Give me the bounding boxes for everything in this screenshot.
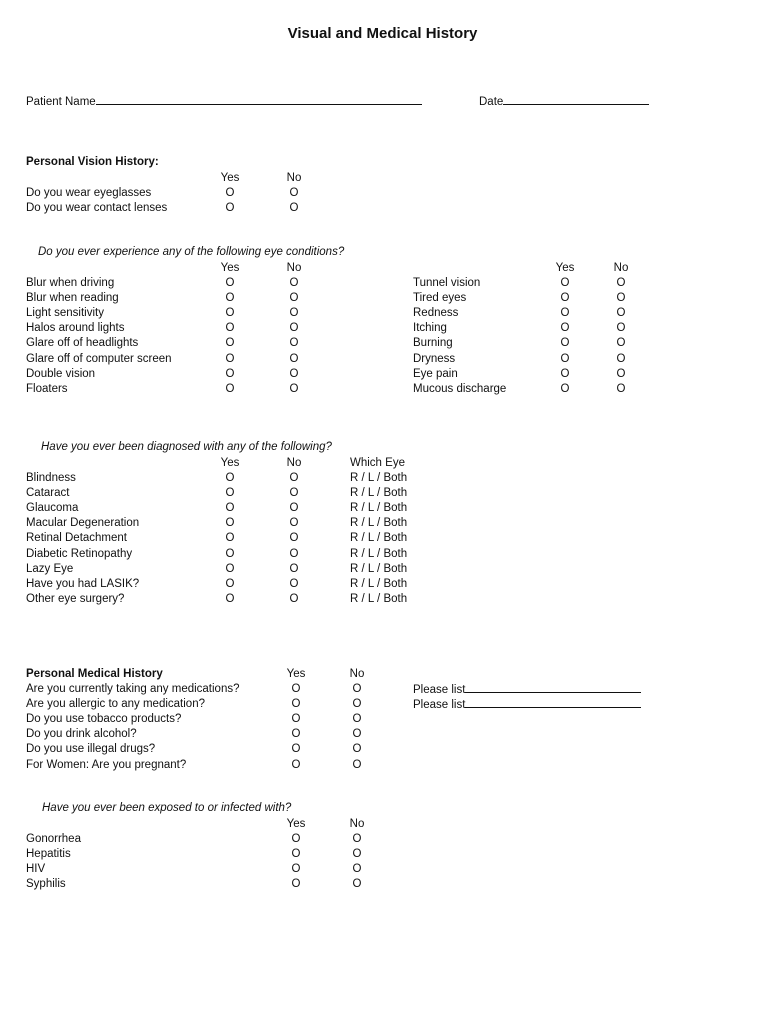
diagnosis-item: Diabetic Retinopathy [26, 547, 133, 560]
no-option[interactable]: O [289, 502, 299, 515]
eye-option[interactable]: R / L / Both [350, 562, 408, 575]
medical-item: Are you allergic to any medication? [26, 698, 205, 711]
conditions-left-list [26, 261, 172, 397]
medical-item: Do you drink alcohol? [26, 728, 137, 741]
yes-option[interactable]: O [225, 322, 235, 335]
yes-option[interactable]: O [225, 277, 235, 290]
no-header: No [349, 668, 365, 680]
no-option[interactable]: O [289, 367, 299, 380]
patient-name-line[interactable] [96, 94, 422, 105]
exposure-item: Gonorrhea [26, 833, 81, 846]
yes-option[interactable]: O [560, 292, 570, 305]
diagnosis-item: Have you had LASIK? [26, 577, 140, 590]
diagnosed-list [26, 456, 139, 607]
conditions-right-list [413, 261, 506, 397]
condition-item: Light sensitivity [26, 307, 104, 320]
condition-item: Glare off of headlights [26, 337, 139, 350]
medical-item: Are you currently taking any medications? [26, 683, 240, 696]
yes-option[interactable]: O [225, 592, 235, 605]
medical-no-column [343, 667, 371, 773]
diagnosis-item: Glaucoma [26, 502, 79, 515]
eye-option[interactable]: R / L / Both [350, 532, 408, 545]
yes-option[interactable]: O [225, 547, 235, 560]
no-option[interactable]: O [616, 277, 626, 290]
yes-header: Yes [220, 172, 240, 184]
no-option[interactable]: O [616, 382, 626, 395]
yes-option[interactable]: O [291, 713, 301, 726]
vision-question: Do you wear contact lenses [26, 202, 168, 215]
no-option[interactable]: O [616, 307, 626, 320]
yes-option[interactable]: O [225, 562, 235, 575]
condition-item: Tired eyes [413, 292, 467, 305]
yes-option[interactable]: O [225, 382, 235, 395]
yes-option[interactable]: O [560, 307, 570, 320]
condition-item: Blur when driving [26, 277, 115, 290]
yes-option[interactable]: O [291, 863, 301, 876]
no-option[interactable]: O [616, 292, 626, 305]
yes-option[interactable]: O [225, 487, 235, 500]
diagnosis-item: Other eye surgery? [26, 592, 125, 605]
medical-item: Do you use illegal drugs? [26, 743, 156, 756]
condition-item: Halos around lights [26, 322, 125, 335]
date-field[interactable] [479, 94, 649, 110]
condition-item: Glare off of computer screen [26, 352, 172, 365]
no-option[interactable]: O [352, 833, 362, 846]
no-option[interactable]: O [289, 202, 299, 215]
no-option[interactable]: O [289, 472, 299, 485]
no-option[interactable]: O [352, 713, 362, 726]
condition-item: Burning [413, 337, 453, 350]
patient-name-field[interactable] [26, 94, 422, 110]
no-option[interactable]: O [289, 532, 299, 545]
yes-option[interactable]: O [291, 878, 301, 891]
condition-item: Itching [413, 322, 447, 335]
no-option[interactable]: O [289, 592, 299, 605]
no-option[interactable]: O [616, 322, 626, 335]
exposure-item: Hepatitis [26, 848, 71, 861]
diagnosed-no-column [280, 456, 308, 607]
eye-option[interactable]: R / L / Both [350, 502, 408, 515]
eye-option[interactable]: R / L / Both [350, 472, 408, 485]
eye-option[interactable]: R / L / Both [350, 487, 408, 500]
condition-item: Floaters [26, 382, 68, 395]
no-option[interactable]: O [289, 292, 299, 305]
no-option[interactable]: O [289, 382, 299, 395]
eye-option[interactable]: R / L / Both [350, 547, 408, 560]
diagnosis-item: Macular Degeneration [26, 517, 140, 530]
conditions-left-yes-column [216, 261, 244, 397]
yes-option[interactable]: O [560, 382, 570, 395]
condition-item: Blur when reading [26, 292, 119, 305]
yes-option[interactable]: O [225, 292, 235, 305]
vision-heading: Personal Vision History: [26, 156, 159, 168]
no-option[interactable]: O [352, 698, 362, 711]
condition-item: Eye pain [413, 367, 458, 380]
medical-list [26, 667, 240, 773]
no-option[interactable]: O [289, 187, 299, 200]
yes-option[interactable]: O [225, 187, 235, 200]
yes-option[interactable]: O [225, 367, 235, 380]
yes-option[interactable]: O [291, 698, 301, 711]
no-header: No [613, 262, 629, 274]
yes-option[interactable]: O [291, 728, 301, 741]
eye-option[interactable]: R / L / Both [350, 517, 408, 530]
diagnosis-item: Blindness [26, 472, 76, 485]
no-option[interactable]: O [352, 683, 362, 696]
please-list-line[interactable] [465, 682, 641, 693]
no-option[interactable]: O [616, 352, 626, 365]
yes-option[interactable]: O [560, 277, 570, 290]
which-eye-column [350, 456, 407, 607]
date-line[interactable] [503, 94, 649, 105]
eye-option[interactable]: R / L / Both [350, 577, 408, 590]
condition-item: Double vision [26, 367, 96, 380]
conditions-left-no-column [280, 261, 308, 397]
yes-option[interactable]: O [291, 833, 301, 846]
condition-item: Tunnel vision [413, 277, 481, 290]
no-option[interactable]: O [289, 322, 299, 335]
condition-item: Dryness [413, 352, 456, 365]
medical-item: For Women: Are you pregnant? [26, 758, 187, 771]
yes-option[interactable]: O [225, 517, 235, 530]
medications-list-field[interactable] [413, 682, 641, 698]
diagnosis-item: Lazy Eye [26, 562, 74, 575]
page-title: Visual and Medical History [287, 25, 478, 42]
diagnosed-yes-column [216, 456, 244, 607]
no-option[interactable]: O [289, 277, 299, 290]
no-option[interactable]: O [352, 743, 362, 756]
diagnosed-prompt: Have you ever been diagnosed with any of the following? [41, 441, 332, 453]
no-option[interactable]: O [616, 337, 626, 350]
no-option[interactable]: O [289, 307, 299, 320]
medical-heading: Personal Medical History [26, 668, 163, 680]
yes-header: Yes [220, 457, 240, 469]
no-option[interactable]: O [352, 863, 362, 876]
no-option[interactable]: O [352, 758, 362, 771]
diagnosis-item: Cataract [26, 487, 70, 500]
patient-name-label: Patient Name [26, 96, 96, 108]
no-option[interactable]: O [616, 367, 626, 380]
vision-question: Do you wear eyeglasses [26, 187, 152, 200]
exposure-item: Syphilis [26, 878, 66, 891]
exposure-prompt: Have you ever been exposed to or infected with? [42, 802, 292, 814]
exposure-yes-column [282, 817, 310, 892]
no-option[interactable]: O [289, 562, 299, 575]
which-eye-header: Which Eye [350, 457, 405, 469]
exposure-list [26, 817, 81, 892]
no-option[interactable]: O [289, 547, 299, 560]
date-label: Date [479, 96, 504, 108]
yes-option[interactable]: O [225, 532, 235, 545]
no-option[interactable]: O [289, 337, 299, 350]
yes-option[interactable]: O [225, 502, 235, 515]
vision-questions [26, 171, 167, 216]
yes-option[interactable]: O [225, 577, 235, 590]
yes-option[interactable]: O [291, 758, 301, 771]
conditions-right-yes-column [551, 261, 579, 397]
yes-option[interactable]: O [225, 472, 235, 485]
yes-option[interactable]: O [560, 352, 570, 365]
vision-no-column [280, 171, 308, 216]
yes-header: Yes [220, 262, 240, 274]
yes-option[interactable]: O [291, 848, 301, 861]
yes-option[interactable]: O [225, 202, 235, 215]
medical-item: Do you use tobacco products? [26, 713, 182, 726]
conditions-prompt: Do you ever experience any of the following eye conditions? [38, 246, 345, 258]
yes-option[interactable]: O [560, 337, 570, 350]
please-list-label: Please list [413, 699, 466, 711]
no-header: No [349, 818, 365, 830]
yes-header: Yes [286, 818, 306, 830]
allergies-list-field[interactable] [413, 697, 641, 713]
medical-yes-column [282, 667, 310, 773]
vision-yes-column [216, 171, 244, 216]
yes-option[interactable]: O [225, 337, 235, 350]
please-list-line[interactable] [465, 697, 641, 708]
no-option[interactable]: O [289, 487, 299, 500]
yes-header: Yes [286, 668, 306, 680]
no-option[interactable]: O [289, 577, 299, 590]
no-option[interactable]: O [352, 728, 362, 741]
no-option[interactable]: O [289, 352, 299, 365]
exposure-no-column [343, 817, 371, 892]
yes-header: Yes [555, 262, 575, 274]
no-header: No [286, 457, 302, 469]
exposure-item: HIV [26, 863, 46, 876]
no-option[interactable]: O [352, 848, 362, 861]
yes-option[interactable]: O [560, 367, 570, 380]
yes-option[interactable]: O [225, 307, 235, 320]
yes-option[interactable]: O [560, 322, 570, 335]
conditions-right-no-column [607, 261, 635, 397]
no-option[interactable]: O [352, 878, 362, 891]
no-header: No [286, 172, 302, 184]
no-option[interactable]: O [289, 517, 299, 530]
no-header: No [286, 262, 302, 274]
condition-item: Redness [413, 307, 459, 320]
yes-option[interactable]: O [225, 352, 235, 365]
yes-option[interactable]: O [291, 743, 301, 756]
diagnosis-item: Retinal Detachment [26, 532, 127, 545]
please-list-label: Please list [413, 684, 466, 696]
condition-item: Mucous discharge [413, 382, 507, 395]
yes-option[interactable]: O [291, 683, 301, 696]
eye-option[interactable]: R / L / Both [350, 592, 408, 605]
